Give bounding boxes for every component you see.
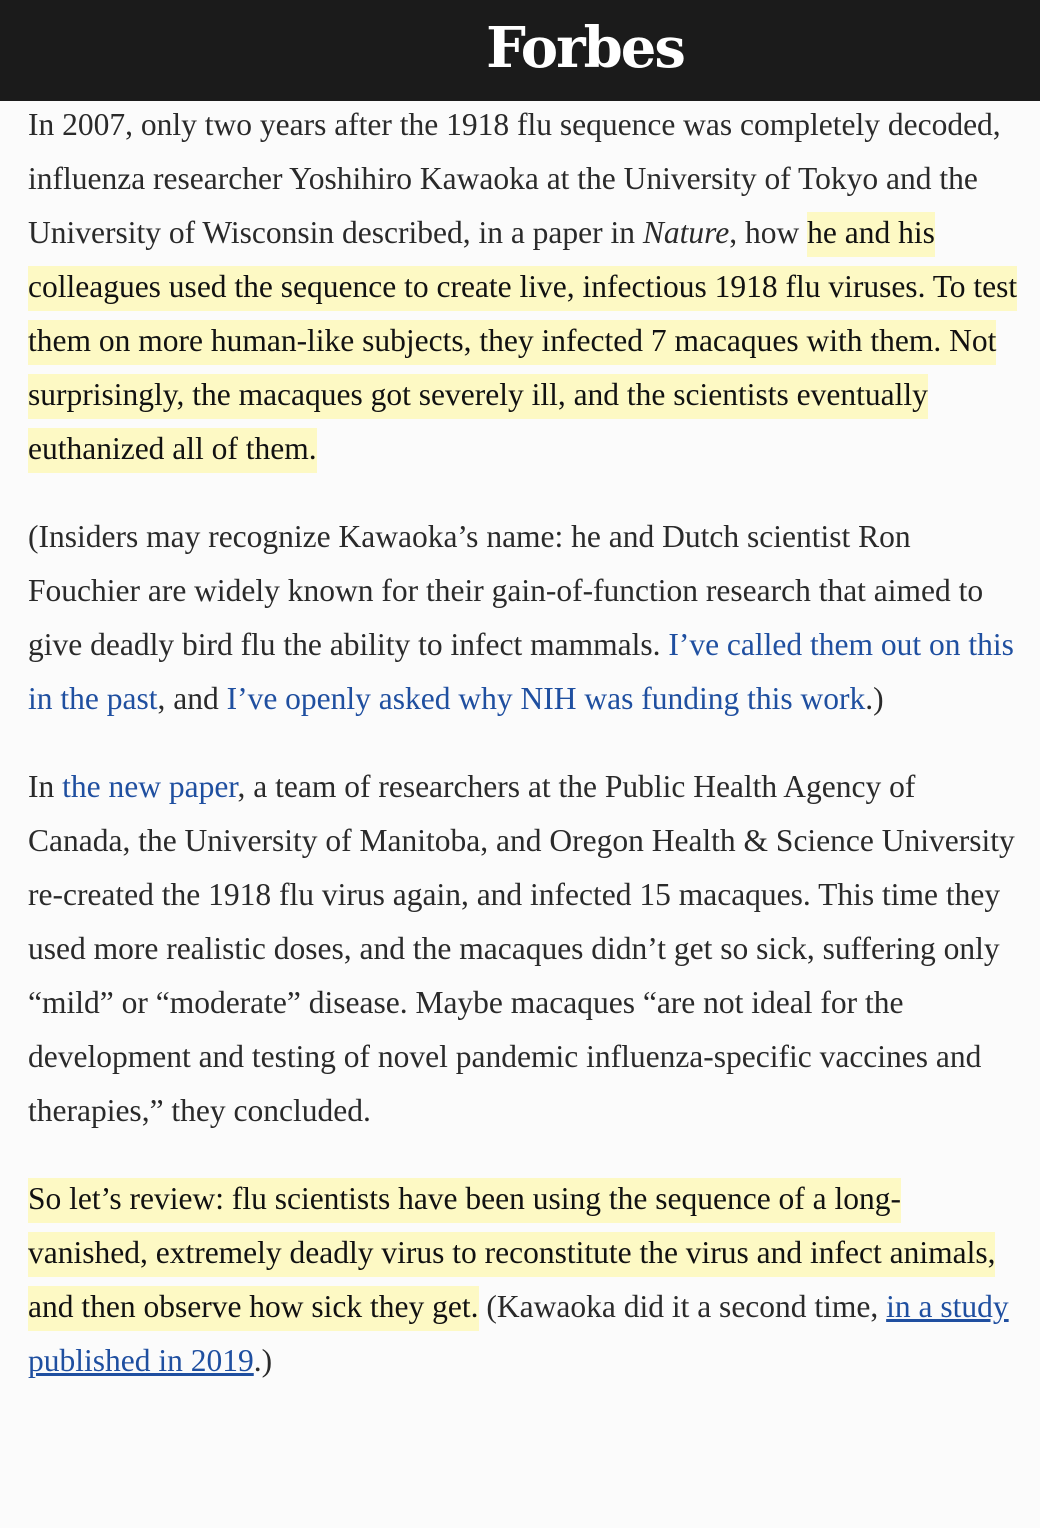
paragraph-text: (Kawaoka did it a second time,	[478, 1289, 887, 1324]
highlighted-text: he and his colleagues used the sequence to create live, infectious 1918 flu viruses. To test them on more human-like subjects, they infected 7 macaques with them. Not surprisingly, the macaques got severely ill, and the scientists eventually euthanized all of them.	[28, 212, 1017, 473]
site-header	[0, 0, 1040, 101]
called-them-out-link[interactable]: I’ve called them out on this in the past	[28, 627, 1014, 716]
paragraph-text: , a team of researchers at the Public Health Agency of Canada, the University of Manitoba, and Oregon Health & Science University re-created the 1918 flu virus again, and infected 15 macaques. This time they used more realistic doses, and the macaques didn’t get so sick, suffering only “mild” or “moderate” disease. Maybe macaques “are not ideal for the development and testing of novel pandemic influenza-specific vaccines and therapies,” they concluded.	[28, 769, 1015, 1128]
study-2019-link[interactable]: in a study published in 2019	[28, 1289, 1009, 1378]
paragraph-text: , and	[157, 681, 227, 716]
paragraph-text: .)	[865, 681, 884, 716]
article-body	[28, 98, 1018, 1422]
paragraph-4	[28, 1172, 1018, 1388]
paragraph-2	[28, 510, 1018, 726]
nih-funding-link[interactable]: I’ve openly asked why NIH was funding this work	[226, 681, 866, 716]
paragraph-3	[28, 760, 1018, 1138]
paragraph-text: (Insiders may recognize Kawaoka’s name: he and Dutch scientist Ron Fouchier are widely known for their gain-of-function research that aimed to give deadly bird flu the ability to infect mammals.	[28, 519, 984, 662]
paragraph-1	[28, 98, 1018, 476]
paragraph-text: In	[28, 769, 63, 804]
journal-name: Nature	[642, 215, 730, 250]
forbes-logo[interactable]: Forbes	[486, 14, 684, 81]
paragraph-text: .)	[253, 1343, 273, 1378]
new-paper-link[interactable]: the new paper	[62, 769, 238, 804]
paragraph-text: , how	[729, 215, 808, 250]
highlighted-text: So let’s review: flu scientists have been using the sequence of a long-vanished, extremely deadly virus to reconstitute the virus and infect animals, and then observe how sick they get.	[28, 1178, 995, 1331]
paragraph-text: In 2007, only two years after the 1918 flu sequence was completely decoded, influenza researcher Yoshihiro Kawaoka at the University of Tokyo and the University of Wisconsin described, in a paper in	[28, 107, 1001, 250]
